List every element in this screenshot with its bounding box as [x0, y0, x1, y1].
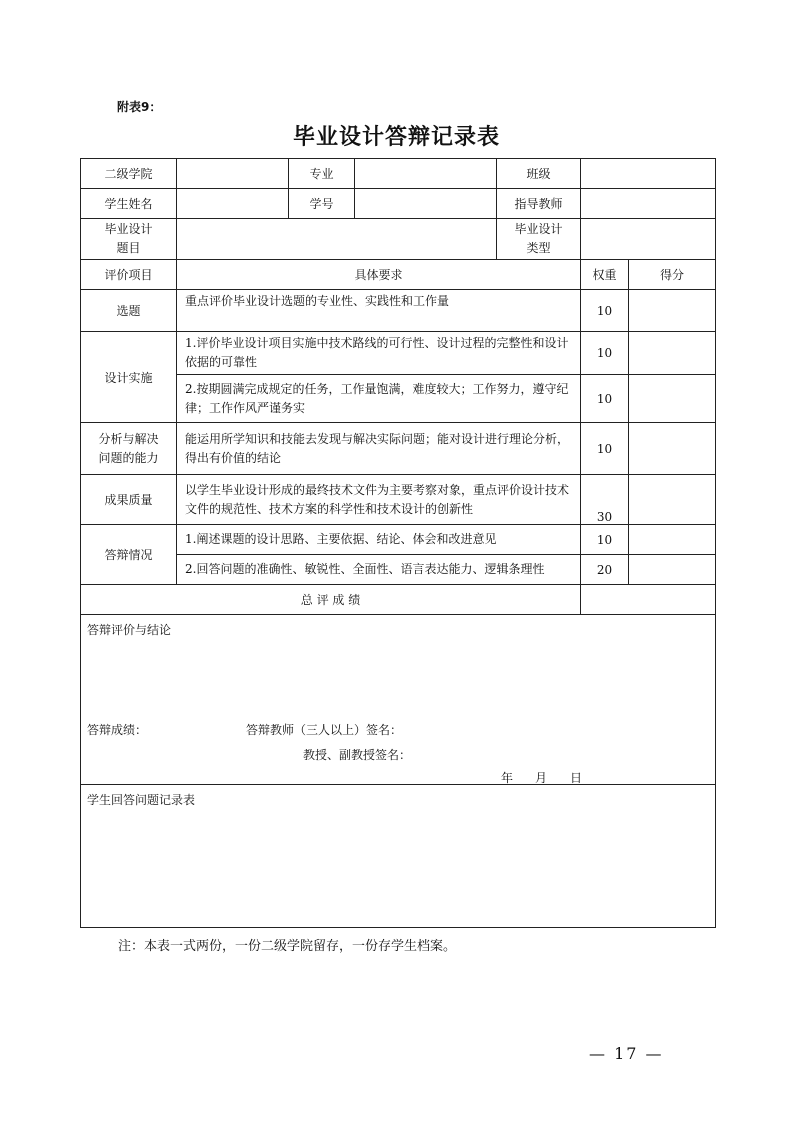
- header-weight: 权重: [581, 260, 629, 290]
- professors-signature-label: 教授、副教授签名：: [303, 748, 412, 762]
- student-id-label: 学号: [289, 189, 355, 219]
- major-field[interactable]: [355, 159, 497, 189]
- type-label-line2: 类型: [526, 241, 551, 255]
- type-label: [497, 219, 581, 260]
- student-name-label: 学生姓名: [81, 189, 177, 219]
- form-title: 毕业设计答辩记录表: [292, 125, 500, 150]
- topic-field[interactable]: [177, 219, 497, 260]
- class-label: 班级: [497, 159, 581, 189]
- criterion-score-field[interactable]: [629, 423, 716, 475]
- topic-label-line1: 毕业设计: [104, 222, 153, 236]
- criterion-requirement: 2.回答问题的准确性、敏锐性、全面性、语言表达能力、逻辑条理性: [177, 555, 581, 585]
- criterion-weight: 20: [581, 555, 629, 585]
- page-number: — 17 —: [589, 1044, 664, 1063]
- criterion-score-field[interactable]: [629, 375, 716, 423]
- header-item: 评价项目: [81, 260, 177, 290]
- criterion-weight: 10: [581, 290, 629, 332]
- type-field[interactable]: [581, 219, 716, 260]
- teachers-signature-label: 答辩教师（三人以上）签名：: [246, 723, 403, 737]
- criterion-item-line1: 分析与解决: [98, 431, 159, 446]
- date-month-label: 月: [535, 771, 548, 785]
- criterion-score-field[interactable]: [629, 475, 716, 525]
- footnote: 注：本表一式两份，一份二级学院留存，一份存学生档案。: [118, 939, 457, 954]
- criterion-score-field[interactable]: [629, 525, 716, 555]
- qa-record-section[interactable]: [81, 785, 716, 928]
- defense-score-label: 答辩成绩：: [87, 723, 148, 737]
- criterion-requirement: 重点评价毕业设计选题的专业性、实践性和工作量: [177, 290, 581, 332]
- class-field[interactable]: [581, 159, 716, 189]
- criterion-score-field[interactable]: [629, 555, 716, 585]
- criterion-score-field[interactable]: [629, 332, 716, 375]
- college-field[interactable]: [177, 159, 289, 189]
- advisor-field[interactable]: [581, 189, 716, 219]
- type-label-line1: 毕业设计: [514, 222, 563, 236]
- header-score: 得分: [629, 260, 716, 290]
- defense-record-table: [80, 158, 716, 928]
- evaluation-title: 答辩评价与结论: [87, 623, 172, 637]
- criterion-weight: 10: [581, 332, 629, 375]
- date-day-label: 日: [570, 771, 583, 785]
- criterion-item: 答辩情况: [81, 525, 177, 585]
- date-year-label: 年: [501, 771, 514, 785]
- header-requirements: 具体要求: [177, 260, 581, 290]
- criterion-weight: 10: [581, 375, 629, 423]
- criterion-item: 选题: [81, 290, 177, 332]
- criterion-weight: 30: [581, 475, 629, 525]
- criterion-requirement: 1.评价毕业设计项目实施中技术路线的可行性、设计过程的完整性和设计依据的可靠性: [177, 332, 581, 375]
- criterion-requirement: 以学生毕业设计形成的最终技术文件为主要考察对象，重点评价设计技术文件的规范性、技术方案的科学性和技术设计的创新性: [177, 475, 581, 525]
- criterion-item: 成果质量: [81, 475, 177, 525]
- topic-label: [81, 219, 177, 260]
- criterion-requirement: 能运用所学知识和技能去发现与解决实际问题；能对设计进行理论分析，得出有价值的结论: [177, 423, 581, 475]
- topic-label-line2: 题目: [116, 241, 141, 255]
- student-name-field[interactable]: [177, 189, 289, 219]
- student-id-field[interactable]: [355, 189, 497, 219]
- advisor-label: 指导教师: [497, 189, 581, 219]
- criterion-item-line2: 问题的能力: [98, 450, 159, 465]
- major-label: 专业: [289, 159, 355, 189]
- criterion-requirement: 1.阐述课题的设计思路、主要依据、结论、体会和改进意见: [177, 525, 581, 555]
- college-label: 二级学院: [81, 159, 177, 189]
- criterion-score-field[interactable]: [629, 290, 716, 332]
- criterion-requirement: 2.按期圆满完成规定的任务，工作量饱满，难度较大；工作努力，遵守纪律；工作作风严谨务实: [177, 375, 581, 423]
- total-score-label: 总 评 成 绩: [81, 585, 581, 615]
- total-score-field[interactable]: [581, 585, 716, 615]
- appendix-label: 附表9：: [117, 100, 162, 114]
- criterion-weight: 10: [581, 525, 629, 555]
- qa-record-title: 学生回答问题记录表: [87, 793, 196, 807]
- criterion-item: [81, 423, 177, 475]
- criterion-weight: 10: [581, 423, 629, 475]
- criterion-item: 设计实施: [81, 332, 177, 423]
